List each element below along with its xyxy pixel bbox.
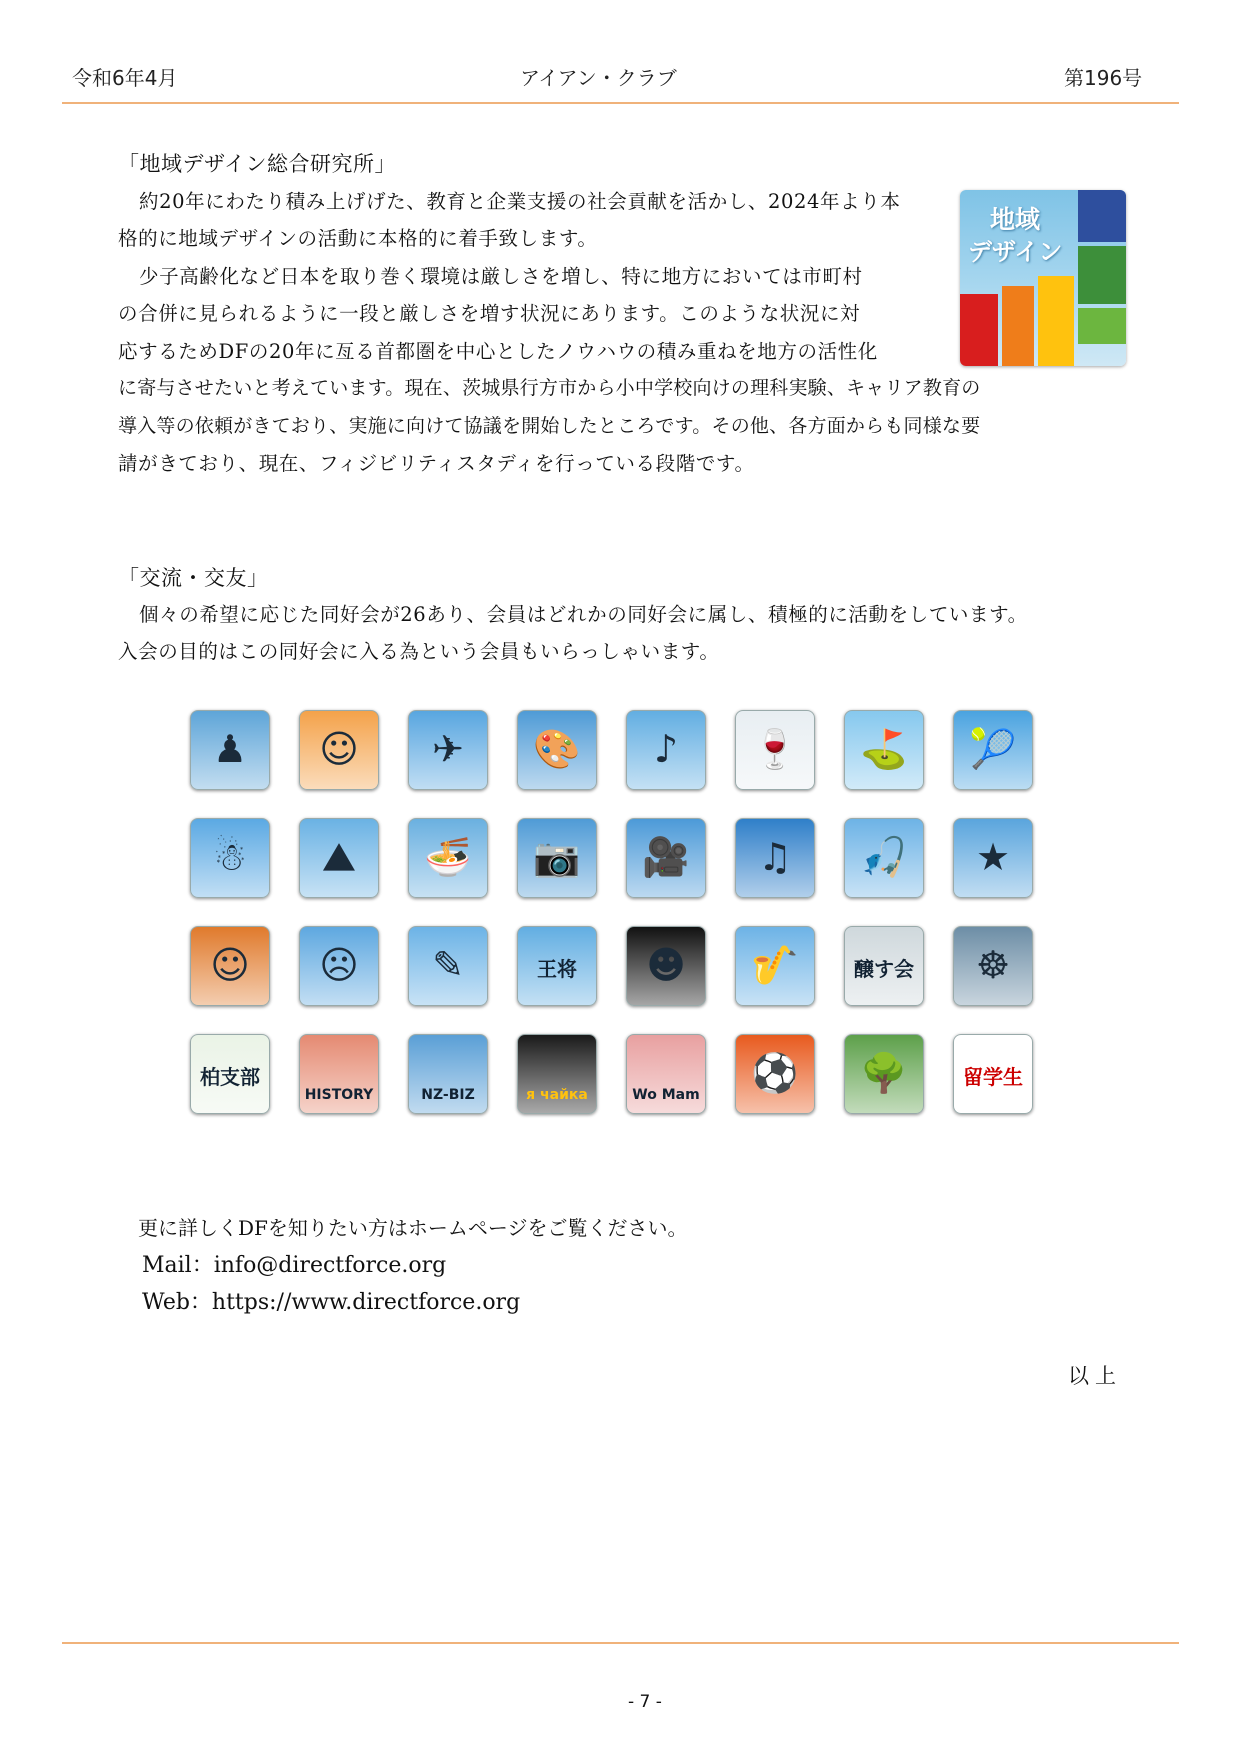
- section1-line: 少子高齢化など日本を取り巻く環境は厳しさを増し、特に地方においては市町村: [139, 265, 863, 288]
- photographer-icon-glyph: 📷: [533, 835, 581, 879]
- section2-heading: 「交流・交友」: [118, 566, 269, 590]
- sake-man-icon-glyph: ☺: [319, 727, 359, 771]
- logo-text-design: デザイン: [968, 238, 1063, 266]
- web-link[interactable]: https://www.directforce.org: [211, 1290, 521, 1315]
- astronomy-icon-glyph: ★: [975, 835, 1011, 879]
- mail-label: Mail：: [142, 1253, 214, 1278]
- soba-chef-icon-glyph: 🍜: [424, 835, 472, 879]
- soccer-dragon-icon-glyph: ⚽: [751, 1051, 799, 1095]
- airplane-icon: [408, 710, 488, 790]
- fisherman-icon: [844, 818, 924, 898]
- calligrapher-icon-glyph: ✎: [432, 943, 464, 987]
- snowman-icon: [190, 818, 270, 898]
- section1-line: 約20年にわたり積み上げげた、教育と企業支援の社会貢献を活かし、2024年より本: [139, 190, 901, 213]
- golfer-icon: [844, 710, 924, 790]
- painter-icon-glyph: 🎨: [533, 727, 581, 771]
- logo-block-lightgreen: [1078, 308, 1126, 344]
- great-buddha-icon-glyph: ☸: [975, 943, 1011, 987]
- logo-bar-red: [960, 294, 998, 366]
- shogi-piece-icon-label: 王将: [537, 957, 577, 981]
- sake-club-icon: [844, 926, 924, 1006]
- tennis-racket-icon: [953, 710, 1033, 790]
- woman-club-icon-label: Wo Mam: [632, 1087, 700, 1103]
- header-issue: 第196号: [1064, 66, 1143, 90]
- great-buddha-icon: [953, 926, 1033, 1006]
- mail-link[interactable]: info@directforce.org: [213, 1253, 447, 1278]
- closing-text: 以上: [1068, 1364, 1122, 1388]
- movie-camera-icon: [626, 818, 706, 898]
- header-date: 令和6年4月: [72, 66, 178, 90]
- tennis-racket-icon-glyph: 🎾: [969, 727, 1017, 771]
- photographer-icon: [517, 818, 597, 898]
- region-design-logo: [960, 190, 1126, 366]
- history-castle-icon-label: HISTORY: [304, 1087, 374, 1103]
- web-label: Web：: [142, 1290, 212, 1315]
- snowman-icon-glyph: ☃: [212, 835, 248, 879]
- section1-line: 格的に地域デザインの活動に本格的に着手致します。: [118, 227, 598, 250]
- section2-line: 入会の目的はこの同好会に入る為という会員もいらっしゃいます。: [118, 640, 720, 663]
- painter-icon: [517, 710, 597, 790]
- noh-mask-icon-glyph: ☻: [646, 943, 686, 987]
- singer-icon: [626, 710, 706, 790]
- sake-man-icon: [299, 710, 379, 790]
- logo-block-navy: [1078, 190, 1126, 242]
- shogi-piece-icon: [517, 926, 597, 1006]
- logo-block-green: [1078, 246, 1126, 304]
- kiwi-bird-icon-label: NZ-BIZ: [421, 1087, 475, 1103]
- movie-camera-icon-glyph: 🎥: [642, 835, 690, 879]
- logo-bar-yellow: [1038, 276, 1074, 366]
- golfer-icon-glyph: ⛳: [860, 727, 908, 771]
- rakugo-icon-glyph: ☺: [210, 943, 250, 987]
- kingfisher-tree-icon: [844, 1034, 924, 1114]
- wine-icon: [735, 710, 815, 790]
- noh-mask-icon: [626, 926, 706, 1006]
- kashiwa-branch-icon: [190, 1034, 270, 1114]
- section1-line: 応するためDFの20年に亙る首都圏を中心としたノウハウの積み重ねを地方の活性化: [118, 340, 878, 363]
- header-rule: [62, 102, 1179, 104]
- woman-club-icon: [626, 1034, 706, 1114]
- soccer-dragon-icon: [735, 1034, 815, 1114]
- header-title: アイアン・クラブ: [520, 66, 677, 90]
- logo-bar-orange: [1002, 286, 1034, 366]
- footer-intro: 更に詳しくDFを知りたい方はホームページをご覧ください。: [138, 1216, 688, 1240]
- section1-heading: 「地域デザイン総合研究所」: [118, 152, 397, 176]
- singer-icon-glyph: ♪: [653, 727, 679, 771]
- kiwi-bird-icon: [408, 1034, 488, 1114]
- hikers-icon-glyph: ⛰: [323, 835, 355, 879]
- sputnik-icon: [517, 1034, 597, 1114]
- section1-line: 導入等の依頼がきており、実施に向けて協議を開始したところです。その他、各方面からも同様な要: [118, 415, 981, 437]
- kashiwa-branch-icon-label: 柏支部: [200, 1065, 260, 1089]
- history-castle-icon: [299, 1034, 379, 1114]
- saxophone-icon: [735, 926, 815, 1006]
- go-player-icon: [190, 710, 270, 790]
- saxophone-icon-glyph: 🎷: [751, 943, 799, 987]
- section1-line: の合併に見られるように一段と厳しさを増す状況にあります。このような状況に対: [118, 302, 861, 325]
- fisherman-icon-glyph: 🎣: [860, 835, 908, 879]
- sputnik-icon-label: я чайка: [526, 1087, 588, 1103]
- fuji-students-icon-label: 留学生: [963, 1065, 1023, 1089]
- section1-line: 請がきており、現在、フィジビリティスタディを行っている段階です。: [118, 452, 755, 475]
- calligrapher-icon: [408, 926, 488, 1006]
- airplane-icon-glyph: ✈: [432, 727, 464, 771]
- kingfisher-tree-icon-glyph: 🌳: [860, 1051, 908, 1095]
- soba-chef-icon: [408, 818, 488, 898]
- sake-club-icon-label: 醸す会: [854, 957, 914, 981]
- kabuki-face-icon: [299, 926, 379, 1006]
- footer-web-row: [142, 1285, 520, 1316]
- logo-text-region: 地域: [990, 205, 1041, 234]
- rakugo-icon: [190, 926, 270, 1006]
- go-player-icon-glyph: ♟: [212, 727, 248, 771]
- footer-rule: [62, 1642, 1179, 1644]
- hikers-icon: [299, 818, 379, 898]
- conductor-icon: [735, 818, 815, 898]
- section2-line: 個々の希望に応じた同好会が26あり、会員はどれかの同好会に属し、積極的に活動をしています。: [139, 603, 1028, 626]
- kabuki-face-icon-glyph: ☹: [319, 943, 359, 987]
- footer-mail-row: [142, 1248, 446, 1279]
- fuji-students-icon: [953, 1034, 1033, 1114]
- astronomy-icon: [953, 818, 1033, 898]
- section1-line: に寄与させたいと考えています。現在、茨城県行方市から小中学校向けの理科実験、キャリア教育の: [118, 377, 981, 399]
- conductor-icon-glyph: ♫: [757, 835, 793, 879]
- page-number: - 7 -: [628, 1692, 662, 1712]
- wine-icon-glyph: 🍷: [751, 727, 799, 771]
